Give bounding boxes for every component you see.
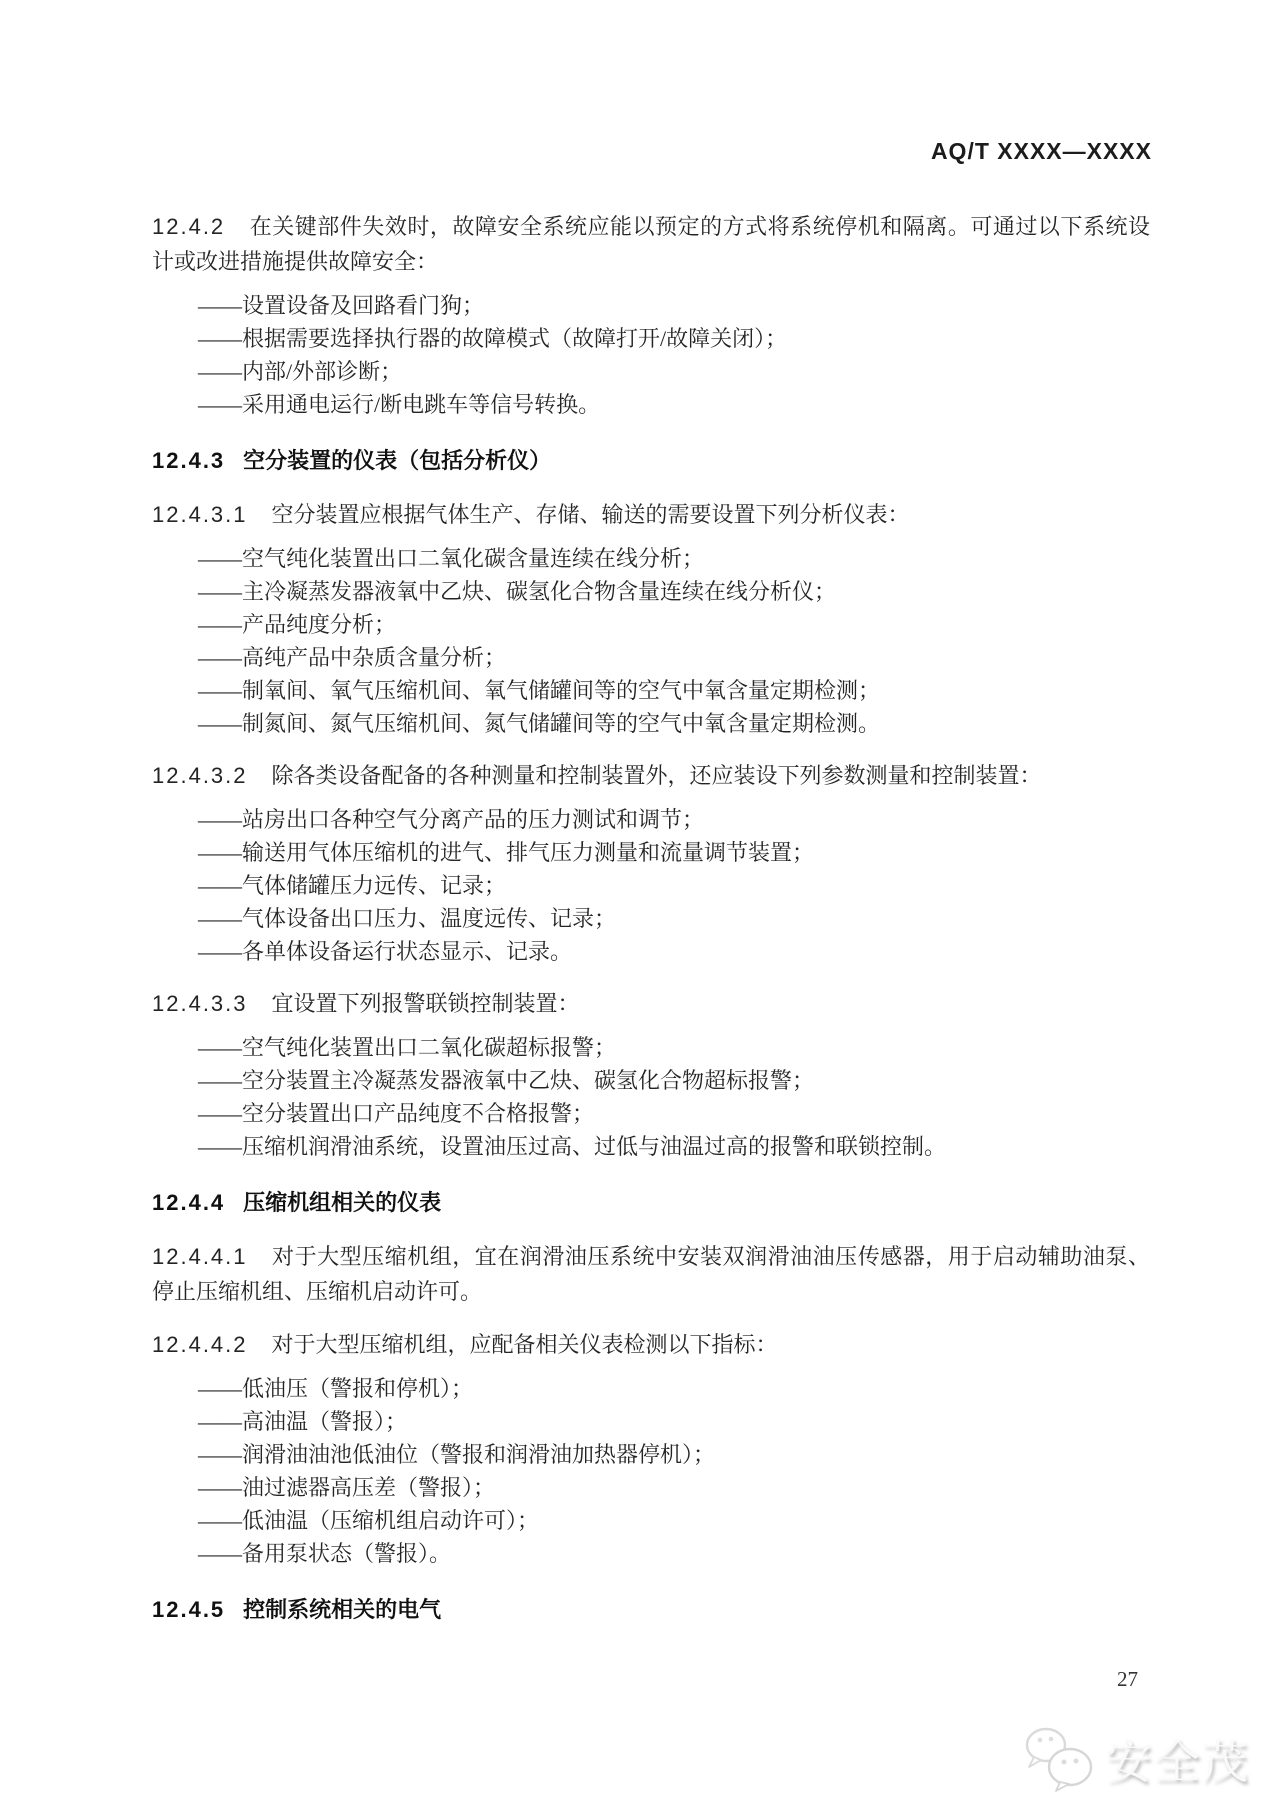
list-item: ——根据需要选择执行器的故障模式（故障打开/故障关闭）； bbox=[198, 326, 788, 351]
page-number: 27 bbox=[1117, 1667, 1138, 1691]
clause-text: 在关键部件失效时，故障安全系统应能以预定的方式将系统停机和隔离。可通过以下系统设计或改进措施提供故障安全： bbox=[152, 214, 1150, 274]
list-item: ——空分装置主冷凝蒸发器液氧中乙炔、碳氢化合物超标报警； bbox=[198, 1068, 815, 1093]
heading-12-4-5 bbox=[152, 1592, 1150, 1628]
dash-list bbox=[152, 803, 1150, 968]
dash-list bbox=[152, 1031, 1150, 1163]
clause-text: 空分装置应根据气体生产、存储、输送的需要设置下列分析仪表： bbox=[271, 502, 910, 527]
document-content bbox=[152, 209, 1150, 1628]
dash-list bbox=[152, 289, 1150, 421]
clause-paragraph bbox=[152, 497, 1150, 532]
watermark bbox=[1022, 1724, 1250, 1794]
clause-number: 12.4.4.1 bbox=[152, 1244, 248, 1269]
clause-number: 12.4.2 bbox=[152, 214, 226, 239]
clause-text: 除各类设备配备的各种测量和控制装置外，还应装设下列参数测量和控制装置： bbox=[271, 763, 1042, 788]
watermark-text: 安全茂 bbox=[1106, 1736, 1250, 1788]
list-item: ——站房出口各种空气分离产品的压力测试和调节； bbox=[198, 807, 705, 832]
list-item: ——各单体设备运行状态显示、记录。 bbox=[198, 939, 573, 964]
heading-title: 压缩机组相关的仪表 bbox=[243, 1190, 442, 1215]
list-item: ——油过滤器高压差（警报）； bbox=[198, 1475, 496, 1500]
clause-paragraph bbox=[152, 209, 1150, 279]
clause-12-4-3-3 bbox=[152, 986, 1150, 1163]
list-item: ——低油温（压缩机组启动许可）； bbox=[198, 1508, 540, 1533]
heading-title: 空分装置的仪表（包括分析仪） bbox=[243, 448, 552, 473]
clause-paragraph bbox=[152, 986, 1150, 1021]
list-item: ——内部/外部诊断； bbox=[198, 359, 403, 384]
heading-number: 12.4.5 bbox=[152, 1597, 226, 1622]
list-item: ——高纯产品中杂质含量分析； bbox=[198, 645, 507, 670]
clause-paragraph bbox=[152, 758, 1150, 793]
list-item: ——空气纯化装置出口二氧化碳超标报警； bbox=[198, 1035, 617, 1060]
clause-12-4-3-2 bbox=[152, 758, 1150, 968]
list-item: ——润滑油油池低油位（警报和润滑油加热器停机）； bbox=[198, 1442, 716, 1467]
clause-text: 对于大型压缩机组，应配备相关仪表检测以下指标： bbox=[271, 1332, 778, 1357]
clause-paragraph bbox=[152, 1327, 1150, 1362]
clause-text: 对于大型压缩机组，宜在润滑油压系统中安装双润滑油油压传感器，用于启动辅助油泵、停止压缩机组、压缩机启动许可。 bbox=[152, 1244, 1150, 1304]
list-item: ——气体储罐压力远传、记录； bbox=[198, 873, 507, 898]
clause-number: 12.4.3.3 bbox=[152, 991, 248, 1016]
list-item: ——制氮间、氮气压缩机间、氮气储罐间等的空气中氧含量定期检测。 bbox=[198, 711, 881, 736]
standard-code: AQ/T XXXX—XXXX bbox=[930, 138, 1152, 164]
clause-number: 12.4.3.1 bbox=[152, 502, 248, 527]
heading-12-4-4 bbox=[152, 1185, 1150, 1221]
dash-list bbox=[152, 542, 1150, 740]
clause-number: 12.4.3.2 bbox=[152, 763, 248, 788]
clause-text: 宜设置下列报警联锁控制装置： bbox=[271, 991, 580, 1016]
clause-12-4-4-1 bbox=[152, 1239, 1150, 1309]
list-item: ——空分装置出口产品纯度不合格报警； bbox=[198, 1101, 595, 1126]
list-item: ——备用泵状态（警报）。 bbox=[198, 1541, 452, 1566]
wechat-icon bbox=[1022, 1724, 1098, 1794]
clause-12-4-3-1 bbox=[152, 497, 1150, 740]
list-item: ——产品纯度分析； bbox=[198, 612, 397, 637]
list-item: ——主冷凝蒸发器液氧中乙炔、碳氢化合物含量连续在线分析仪； bbox=[198, 579, 837, 604]
clause-12-4-2 bbox=[152, 209, 1150, 421]
list-item: ——气体设备出口压力、温度远传、记录； bbox=[198, 906, 617, 931]
list-item: ——输送用气体压缩机的进气、排气压力测量和流量调节装置； bbox=[198, 840, 815, 865]
list-item: ——低油压（警报和停机）； bbox=[198, 1376, 474, 1401]
list-item: ——采用通电运行/断电跳车等信号转换。 bbox=[198, 392, 601, 417]
heading-title: 控制系统相关的电气 bbox=[243, 1597, 442, 1622]
list-item: ——设置设备及回路看门狗； bbox=[198, 293, 485, 318]
heading-number: 12.4.3 bbox=[152, 448, 226, 473]
list-item: ——制氧间、氧气压缩机间、氧气储罐间等的空气中氧含量定期检测； bbox=[198, 678, 881, 703]
list-item: ——空气纯化装置出口二氧化碳含量连续在线分析； bbox=[198, 546, 705, 571]
heading-12-4-3 bbox=[152, 443, 1150, 479]
list-item: ——高油温（警报）； bbox=[198, 1409, 408, 1434]
dash-list bbox=[152, 1372, 1150, 1570]
clause-12-4-4-2 bbox=[152, 1327, 1150, 1570]
heading-number: 12.4.4 bbox=[152, 1190, 226, 1215]
list-item: ——压缩机润滑油系统，设置油压过高、过低与油温过高的报警和联锁控制。 bbox=[198, 1134, 947, 1159]
clause-paragraph bbox=[152, 1239, 1150, 1309]
clause-number: 12.4.4.2 bbox=[152, 1332, 248, 1357]
